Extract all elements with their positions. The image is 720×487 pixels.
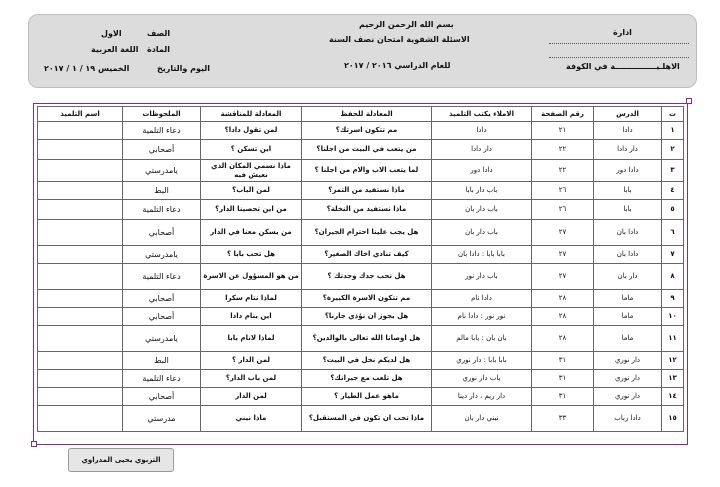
page-cell: ٢٧ xyxy=(532,264,594,290)
student-name-cell xyxy=(38,352,123,370)
notes-cell: أصحابي xyxy=(123,388,201,406)
row-number: ١٢ xyxy=(662,352,684,370)
table-row xyxy=(38,246,684,264)
student-name-cell xyxy=(38,122,123,140)
col-header-lesson: الدرس xyxy=(594,107,662,122)
dictation-cell: باب دار بان xyxy=(432,220,532,246)
dictation-cell: باب دار بابا xyxy=(432,182,532,200)
notes-cell: دعاء التلمية xyxy=(123,200,201,220)
page-cell: ٢٢ xyxy=(532,160,594,182)
page-cell: ٢٨ xyxy=(532,290,594,308)
lesson-cell: دادا بان xyxy=(594,246,662,264)
school-year: للعام الدراسي ٢٠١٦ / ٢٠١٧ xyxy=(344,61,451,70)
col-header-student-name: اسم التلميذ xyxy=(38,107,123,122)
page-cell: ٢٦ xyxy=(532,200,594,220)
notes-cell: مدرستي xyxy=(123,406,201,432)
discuss-cell: لمن الدار ؟ xyxy=(201,352,302,370)
row-number: ١٤ xyxy=(662,388,684,406)
memorize-cell: هل لديكم نخل في البيت؟ xyxy=(302,352,432,370)
discuss-cell: هل تحب بابا ؟ xyxy=(201,246,302,264)
page-cell: ٢١ xyxy=(532,122,594,140)
row-number: ١ xyxy=(662,122,684,140)
page-cell: ٢٨ xyxy=(532,308,594,326)
student-name-cell xyxy=(38,200,123,220)
dictation-cell: دار ريم ، دار دينا xyxy=(432,388,532,406)
discuss-cell: لمن تقول دادا؟ xyxy=(201,122,302,140)
table-row xyxy=(38,290,684,308)
table-body xyxy=(38,122,684,432)
table-row xyxy=(38,200,684,220)
dictation-cell: باب دار بان xyxy=(432,200,532,220)
table-row xyxy=(38,352,684,370)
table-row xyxy=(38,388,684,406)
memorize-cell: هل يجوز ان نؤذي جارنا؟ xyxy=(302,308,432,326)
discuss-cell: لماذا لانام بابا xyxy=(201,326,302,352)
row-number: ٥ xyxy=(662,200,684,220)
lesson-cell: دادا رباب xyxy=(594,406,662,432)
memorize-cell: ماذا نستفيد من التمر؟ xyxy=(302,182,432,200)
table-row xyxy=(38,308,684,326)
col-header-number: ت xyxy=(662,107,684,122)
lesson-cell: بابا xyxy=(594,200,662,220)
notes-cell: أصحابي xyxy=(123,290,201,308)
row-number: ٣ xyxy=(662,160,684,182)
student-name-cell xyxy=(38,264,123,290)
discuss-cell: لمن الدار xyxy=(201,388,302,406)
notes-cell: يامدرستي xyxy=(123,246,201,264)
frame-handle-top-right xyxy=(686,98,692,104)
table-row xyxy=(38,326,684,352)
notes-cell: يامدرستي xyxy=(123,326,201,352)
discuss-cell: لماذا نتام سكرا xyxy=(201,290,302,308)
frame-handle-bottom-left xyxy=(31,441,37,447)
table-row xyxy=(38,406,684,432)
class-value: الاول xyxy=(101,29,122,38)
lesson-cell: ماما xyxy=(594,290,662,308)
dictation-cell: دادا xyxy=(432,122,532,140)
admin-label: ادارة xyxy=(613,28,632,37)
dictation-cell: باب دار نور xyxy=(432,264,532,290)
school-dots xyxy=(549,57,689,58)
memorize-cell: مم تتكون الاسرة الكبيرة؟ xyxy=(302,290,432,308)
notes-cell: أصحابي xyxy=(123,140,201,160)
memorize-cell: كيف تنادي اخاك الصغير؟ xyxy=(302,246,432,264)
row-number: ١٠ xyxy=(662,308,684,326)
table-row xyxy=(38,264,684,290)
memorize-cell: ماذا نستفيد من النخلة؟ xyxy=(302,200,432,220)
lesson-cell: ماما xyxy=(594,308,662,326)
lesson-cell: دار نوري xyxy=(594,370,662,388)
notes-cell: يامدرستي xyxy=(123,160,201,182)
discuss-cell: من هو المسؤول عن الاسرة xyxy=(201,264,302,290)
discuss-cell: ماذا نيني xyxy=(201,406,302,432)
dictation-cell: باب دار نوري xyxy=(432,370,532,388)
memorize-cell: هل يجب علينا احترام الجيران؟ xyxy=(302,220,432,246)
discuss-cell: لمن الباب؟ xyxy=(201,182,302,200)
student-name-cell xyxy=(38,220,123,246)
lesson-cell: بابا xyxy=(594,182,662,200)
lesson-cell: دار دادا xyxy=(594,140,662,160)
notes-cell: دعاء التلمية xyxy=(123,122,201,140)
dictation-cell: دادا دور xyxy=(432,160,532,182)
lesson-cell: دار نوري xyxy=(594,352,662,370)
notes-cell: البط xyxy=(123,182,201,200)
student-name-cell xyxy=(38,182,123,200)
page-cell: ٣١ xyxy=(532,370,594,388)
notes-cell: دعاء التلمية xyxy=(123,370,201,388)
admin-dots xyxy=(549,43,689,44)
page-cell: ٢٢ xyxy=(532,140,594,160)
dictation-cell: بابا بابا : دار نوري xyxy=(432,352,532,370)
table-row xyxy=(38,122,684,140)
discuss-cell: من يسكن معنا في الدار xyxy=(201,220,302,246)
discuss-cell: اين تسكن ؟ xyxy=(201,140,302,160)
dictation-cell: بان بان : بابا مالم xyxy=(432,326,532,352)
lesson-cell: ماما xyxy=(594,326,662,352)
table-header-row xyxy=(38,107,684,122)
memorize-cell: لما يتعب الاب والام من اجلنا ؟ xyxy=(302,160,432,182)
memorize-cell: هل تلعب مع جيرانك؟ xyxy=(302,370,432,388)
col-header-memorize: المعادلة للحفظ xyxy=(302,107,432,122)
notes-cell: دعاء التلمية xyxy=(123,264,201,290)
col-header-discuss: المعادلة للمناقشة xyxy=(201,107,302,122)
row-number: ١٥ xyxy=(662,406,684,432)
student-name-cell xyxy=(38,406,123,432)
document-header xyxy=(28,14,697,88)
page-cell: ٢٧ xyxy=(532,220,594,246)
row-number: ٧ xyxy=(662,246,684,264)
page-cell: ٢٧ xyxy=(532,246,594,264)
memorize-cell: مم تتكون اسرتك؟ xyxy=(302,122,432,140)
subject-value: اللغة العربية xyxy=(91,45,139,54)
subject-label: المادة xyxy=(147,45,170,54)
table-row xyxy=(38,160,684,182)
table-row xyxy=(38,182,684,200)
row-number: ١١ xyxy=(662,326,684,352)
lesson-cell: دادا xyxy=(594,122,662,140)
table-row xyxy=(38,140,684,160)
page-cell: ٣١ xyxy=(532,388,594,406)
class-label: الصف xyxy=(147,29,171,38)
date-label: اليوم والتاريخ xyxy=(157,64,211,73)
dictation-cell: دادا نام xyxy=(432,290,532,308)
signature-box: التربوي يحيى المدراوي xyxy=(68,448,174,472)
row-number: ٩ xyxy=(662,290,684,308)
memorize-cell: ماهو عمل الطيار ؟ xyxy=(302,388,432,406)
student-name-cell xyxy=(38,388,123,406)
memorize-cell: ماذا تحب ان تكون في المستقبل؟ xyxy=(302,406,432,432)
row-number: ٨ xyxy=(662,264,684,290)
student-name-cell xyxy=(38,246,123,264)
dictation-cell: بابا بابا : دادا بان xyxy=(432,246,532,264)
basmala: بسم الله الرحمن الرحيم xyxy=(359,20,454,29)
col-header-dictation: الاملاء يكتب التلميذ xyxy=(432,107,532,122)
discuss-cell: لمن باب الدار؟ xyxy=(201,370,302,388)
discuss-cell: ماذا نسمي المكان الذي نعيش فيه xyxy=(201,160,302,182)
notes-cell: البط xyxy=(123,352,201,370)
dictation-cell: نور نور : دادا نام xyxy=(432,308,532,326)
row-number: ٢ xyxy=(662,140,684,160)
page-cell: ٣١ xyxy=(532,352,594,370)
lesson-cell: دادا دور xyxy=(594,160,662,182)
page-cell: ٣٣ xyxy=(532,406,594,432)
dictation-cell: نيني دار بان xyxy=(432,406,532,432)
page-cell: ٢٦ xyxy=(532,182,594,200)
row-number: ١٣ xyxy=(662,370,684,388)
notes-cell: أصحابي xyxy=(123,220,201,246)
memorize-cell: هل تحب جدك وجدتك ؟ xyxy=(302,264,432,290)
discuss-cell: من اين تحصينا الدار؟ xyxy=(201,200,302,220)
dictation-cell: دار دادا xyxy=(432,140,532,160)
school-label: الاهلـيـــــــــــــــة في الكوفة xyxy=(566,62,680,71)
row-number: ٤ xyxy=(662,182,684,200)
memorize-cell: من يتعب في البيت من اجلنا؟ xyxy=(302,140,432,160)
student-name-cell xyxy=(38,290,123,308)
col-header-page: رقم الصفحة xyxy=(532,107,594,122)
student-name-cell xyxy=(38,140,123,160)
lesson-cell: دار بان xyxy=(594,264,662,290)
table-row xyxy=(38,220,684,246)
student-name-cell xyxy=(38,370,123,388)
student-name-cell xyxy=(38,160,123,182)
col-header-notes: الملحوظات xyxy=(123,107,201,122)
oral-questions-table xyxy=(37,106,684,432)
table-row xyxy=(38,370,684,388)
date-value: الخميس ١٩ / ١ / ٢٠١٧ xyxy=(44,64,130,73)
memorize-cell: هل اوصانا الله تعالى بالوالدين؟ xyxy=(302,326,432,352)
page-cell: ٢٨ xyxy=(532,326,594,352)
lesson-cell: دادا بان xyxy=(594,220,662,246)
student-name-cell xyxy=(38,308,123,326)
row-number: ٦ xyxy=(662,220,684,246)
student-name-cell xyxy=(38,326,123,352)
lesson-cell: دار نوري xyxy=(594,388,662,406)
discuss-cell: اين ينام دادا xyxy=(201,308,302,326)
notes-cell: أصحابي xyxy=(123,308,201,326)
exam-title: الاسئلة الشفوية امتحان نصف السنة xyxy=(329,35,470,44)
